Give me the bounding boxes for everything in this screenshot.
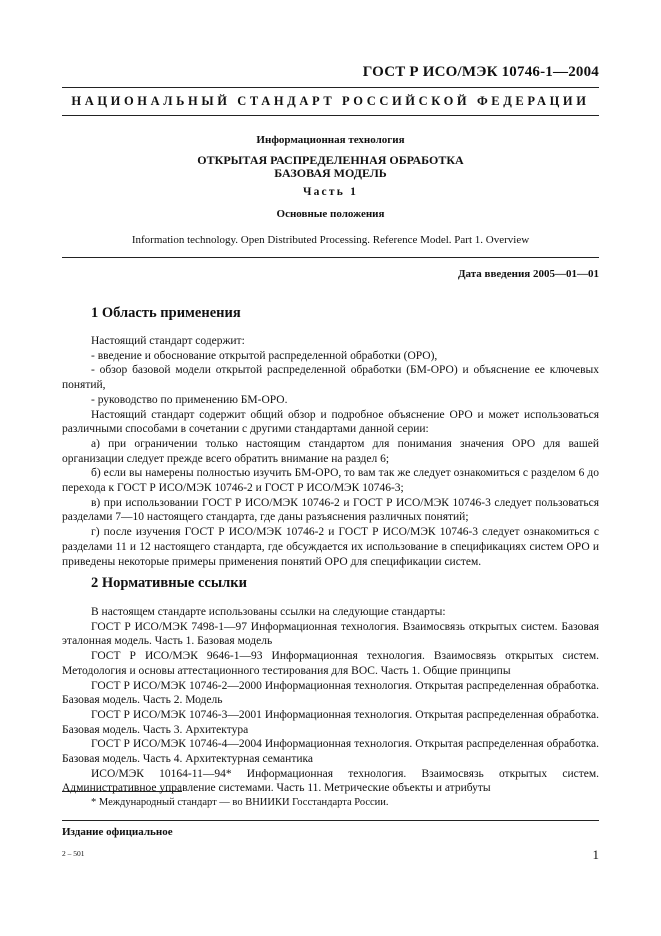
- paragraph: г) после изучения ГОСТ Р ИСО/МЭК 10746-2 и ГОСТ Р ИСО/МЭК 10746-3 следует ознакомиться с разделами 11 и 12 настоящего стандарта, где обсуждается их использование в спецификациях систем ОРО и приведены некоторые примеры применения понятий ОРО для спецификации систем.: [62, 526, 599, 568]
- paragraph: а) при ограничении только настоящим стандартом для понимания значения ОРО для вашей организации следует прежде всего обратить внимание на раздел 6;: [62, 437, 599, 465]
- reference-item: ГОСТ Р ИСО/МЭК 10746-2—2000 Информационная технология. Открытая распределенная обработка. Базовая модель. Часть 2. Модель: [62, 679, 599, 707]
- english-title: Information technology. Open Distributed Processing. Reference Model. Part 1. Overview: [131, 234, 530, 246]
- section-2-body: [62, 605, 599, 796]
- reference-item: ГОСТ Р ИСО/МЭК 7498-1—97 Информационная технология. Взаимосвязь открытых систем. Базовая эталонная модель. Часть 1. Базовая модель: [62, 620, 599, 648]
- print-code: 2 – 501: [62, 849, 85, 858]
- reference-item: ИСО/МЭК 10164-11—94* Информационная технология. Взаимосвязь открытых систем. Административное управление системами. Часть 11. Метрические объекты и атрибуты: [62, 767, 599, 795]
- footnote: * Международный стандарт — во ВНИИКИ Госстандарта России.: [91, 797, 389, 808]
- standard-subtitle: Основные положения: [276, 208, 385, 220]
- official-edition-label: Издание официальное: [62, 826, 173, 838]
- paragraph: б) если вы намерены полностью изучить БМ-ОРО, то вам так же следует ознакомиться с разделом 6 до перехода к ГОСТ Р ИСО/МЭК 10746-2 и ГОСТ Р ИСО/МЭК 10746-3;: [62, 467, 599, 495]
- paragraph: Настоящий стандарт содержит:: [91, 335, 245, 347]
- introduction-date: Дата введения 2005—01—01: [457, 268, 599, 280]
- footnote-rule: [62, 791, 182, 792]
- reference-item: ГОСТ Р ИСО/МЭК 10746-4—2004 Информационная технология. Открытая распределенная обработка. Базовая модель. Часть 4. Архитектурная семантика: [62, 738, 599, 766]
- standard-title-line-2: БАЗОВАЯ МОДЕЛЬ: [274, 166, 387, 180]
- header-bottom-rule: [62, 115, 599, 116]
- paragraph: - руководство по применению БМ-ОРО.: [91, 393, 288, 406]
- section-1-title: 1 Область применения: [91, 305, 241, 321]
- document-code: ГОСТ Р ИСО/МЭК 10746-1—2004: [362, 64, 599, 80]
- part-label: Часть 1: [302, 186, 359, 198]
- paragraph: - обзор базовой модели открытой распределенной обработки (БМ-ОРО) и объяснение ее ключевых понятий,: [62, 364, 599, 392]
- section-2-title: 2 Нормативные ссылки: [91, 575, 247, 591]
- paragraph: В настоящем стандарте использованы ссылки на следующие стандарты:: [91, 606, 446, 618]
- reference-item: ГОСТ Р ИСО/МЭК 10746-3—2001 Информационная технология. Открытая распределенная обработка. Базовая модель. Часть 3. Архитектура: [62, 708, 599, 736]
- national-standard-heading: НАЦИОНАЛЬНЫЙ СТАНДАРТ РОССИЙСКОЙ ФЕДЕРАЦИИ: [71, 94, 590, 108]
- header-top-rule: [62, 87, 599, 88]
- paragraph: - введение и обоснование открытой распределенной обработки (ОРО),: [91, 349, 438, 362]
- footer-rule: [62, 820, 599, 821]
- standard-title-line-1: ОТКРЫТАЯ РАСПРЕДЕЛЕННАЯ ОБРАБОТКА: [197, 153, 464, 167]
- page-number: 1: [592, 847, 599, 862]
- paragraph: в) при использовании ГОСТ Р ИСО/МЭК 10746-2 и ГОСТ Р ИСО/МЭК 10746-3 следует пользоваться разделами 7—10 настоящего стандарта, где даны разъяснения различных понятий;: [62, 496, 599, 524]
- standard-category: Информационная технология: [256, 134, 405, 146]
- section-1-body: [62, 334, 599, 569]
- title-block-rule: [62, 257, 599, 258]
- paragraph: Настоящий стандарт содержит общий обзор и подробное объяснение ОРО и может использоваться различными способами в сочетании с другими стандартами данной серии:: [62, 408, 599, 436]
- reference-item: ГОСТ Р ИСО/МЭК 9646-1—93 Информационная технология. Взаимосвязь открытых систем. Методология и основы аттестационного тестирования для ВОС. Часть 1. Общие принципы: [62, 650, 599, 677]
